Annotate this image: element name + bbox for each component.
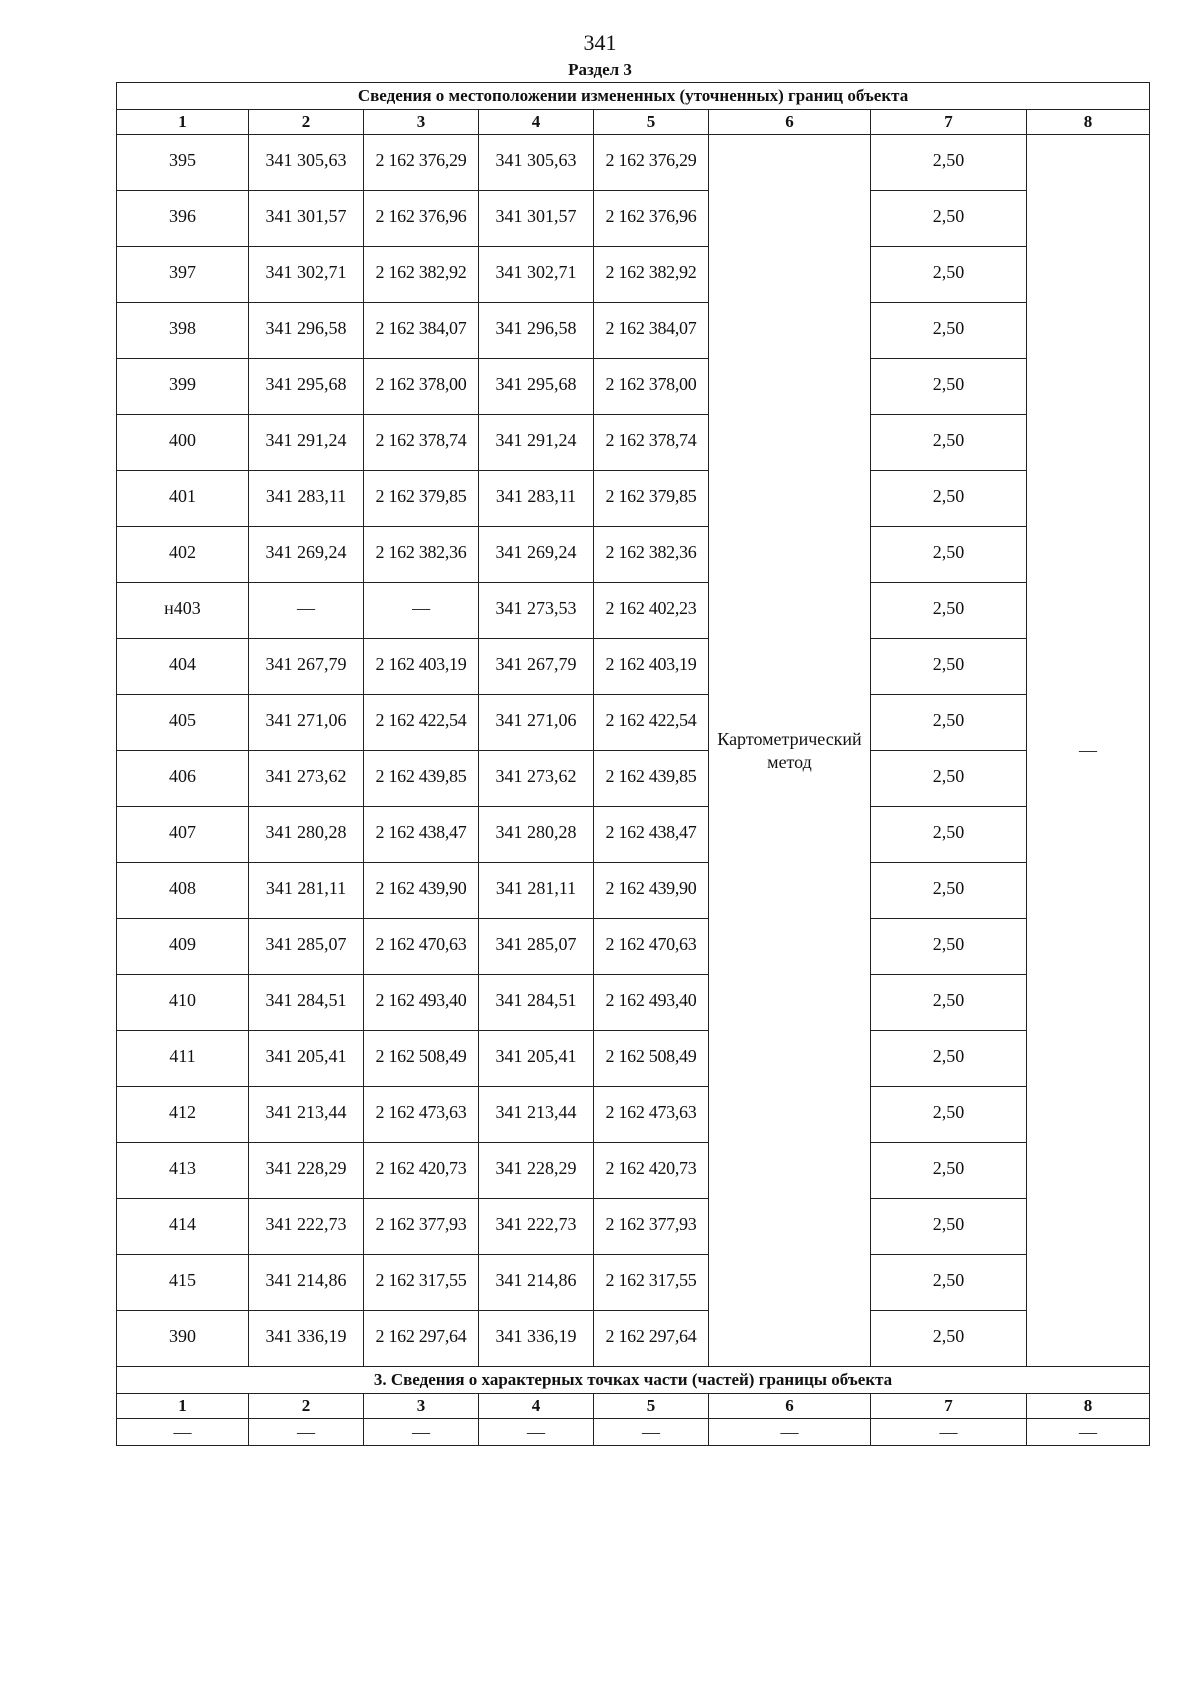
empty-dash-cell: —: [1027, 1419, 1150, 1446]
y-old-value: 2 162 438,47: [364, 807, 479, 863]
table-row: [117, 1031, 1150, 1087]
section-title: Раздел 3: [568, 60, 632, 79]
y-new-value: 2 162 439,90: [594, 863, 709, 919]
point-number: 415: [117, 1255, 249, 1311]
accuracy-value: 2,50: [871, 1031, 1027, 1087]
column-number: 6: [709, 1394, 871, 1419]
x-old-value: 341 285,07: [249, 919, 364, 975]
table-row: [117, 247, 1150, 303]
y-old-value: 2 162 473,63: [364, 1087, 479, 1143]
x-old-value: 341 271,06: [249, 695, 364, 751]
page-number: 341: [583, 30, 617, 55]
column-number: 3: [364, 1394, 479, 1419]
point-number: 402: [117, 527, 249, 583]
column-number: 3: [364, 110, 479, 135]
point-number: 414: [117, 1199, 249, 1255]
x-new-value: 341 273,62: [479, 751, 594, 807]
x-old-value: 341 228,29: [249, 1143, 364, 1199]
accuracy-value: 2,50: [871, 1311, 1027, 1367]
table-row: [117, 583, 1150, 639]
point-number: 395: [117, 135, 249, 191]
x-new-value: 341 214,86: [479, 1255, 594, 1311]
column-number: 1: [117, 110, 249, 135]
x-new-value: 341 284,51: [479, 975, 594, 1031]
x-new-value: 341 205,41: [479, 1031, 594, 1087]
y-new-value: 2 162 382,36: [594, 527, 709, 583]
column-number-row: [117, 110, 1150, 135]
y-new-value: 2 162 438,47: [594, 807, 709, 863]
accuracy-value: 2,50: [871, 807, 1027, 863]
point-number: 406: [117, 751, 249, 807]
point-number: 407: [117, 807, 249, 863]
table-caption: Сведения о местоположении измененных (уточненных) границ объекта: [117, 83, 1150, 110]
column-number: 8: [1027, 110, 1150, 135]
accuracy-value: 2,50: [871, 191, 1027, 247]
column-number: 4: [479, 110, 594, 135]
accuracy-value: 2,50: [871, 1143, 1027, 1199]
accuracy-value: 2,50: [871, 1255, 1027, 1311]
y-old-value: 2 162 377,93: [364, 1199, 479, 1255]
y-new-value: 2 162 508,49: [594, 1031, 709, 1087]
table-row: [117, 863, 1150, 919]
y-old-value: 2 162 403,19: [364, 639, 479, 695]
y-new-value: 2 162 420,73: [594, 1143, 709, 1199]
point-number: 408: [117, 863, 249, 919]
column-number: 8: [1027, 1394, 1150, 1419]
x-new-value: 341 269,24: [479, 527, 594, 583]
accuracy-value: 2,50: [871, 1087, 1027, 1143]
empty-dash-cell: —: [249, 1419, 364, 1446]
column-number: 7: [871, 1394, 1027, 1419]
point-number: 411: [117, 1031, 249, 1087]
accuracy-value: 2,50: [871, 919, 1027, 975]
x-old-value: 341 295,68: [249, 359, 364, 415]
accuracy-value: 2,50: [871, 1199, 1027, 1255]
accuracy-value: 2,50: [871, 863, 1027, 919]
empty-dash-cell: —: [709, 1419, 871, 1446]
y-old-value: 2 162 317,55: [364, 1255, 479, 1311]
point-number: 401: [117, 471, 249, 527]
x-old-value: 341 280,28: [249, 807, 364, 863]
point-number: н403: [117, 583, 249, 639]
x-old-value: 341 214,86: [249, 1255, 364, 1311]
subsection-caption: 3. Сведения о характерных точках части (частей) границы объекта: [117, 1367, 1150, 1394]
empty-dash-cell: —: [594, 1419, 709, 1446]
x-new-value: 341 291,24: [479, 415, 594, 471]
x-new-value: 341 213,44: [479, 1087, 594, 1143]
accuracy-value: 2,50: [871, 415, 1027, 471]
y-new-value: 2 162 384,07: [594, 303, 709, 359]
y-new-value: 2 162 439,85: [594, 751, 709, 807]
table-row: [117, 751, 1150, 807]
point-number: 410: [117, 975, 249, 1031]
accuracy-value: 2,50: [871, 135, 1027, 191]
y-old-value: 2 162 382,36: [364, 527, 479, 583]
y-old-value: 2 162 379,85: [364, 471, 479, 527]
accuracy-value: 2,50: [871, 639, 1027, 695]
accuracy-value: 2,50: [871, 583, 1027, 639]
x-old-value: 341 213,44: [249, 1087, 364, 1143]
x-old-value: 341 269,24: [249, 527, 364, 583]
x-new-value: 341 285,07: [479, 919, 594, 975]
x-old-value: 341 267,79: [249, 639, 364, 695]
empty-dash-cell: —: [479, 1419, 594, 1446]
y-new-value: 2 162 473,63: [594, 1087, 709, 1143]
y-old-value: 2 162 297,64: [364, 1311, 479, 1367]
accuracy-value: 2,50: [871, 975, 1027, 1031]
accuracy-value: 2,50: [871, 751, 1027, 807]
empty-dash-cell: —: [364, 1419, 479, 1446]
table-row: [117, 527, 1150, 583]
table-row: [117, 1311, 1150, 1367]
table-row: [117, 359, 1150, 415]
column-number: 2: [249, 110, 364, 135]
x-new-value: 341 336,19: [479, 1311, 594, 1367]
y-old-value: 2 162 378,00: [364, 359, 479, 415]
column-number: 4: [479, 1394, 594, 1419]
x-old-value: 341 305,63: [249, 135, 364, 191]
y-new-value: 2 162 382,92: [594, 247, 709, 303]
x-old-value: 341 336,19: [249, 1311, 364, 1367]
x-old-value: 341 205,41: [249, 1031, 364, 1087]
subsection-column-number-row: [117, 1394, 1150, 1419]
point-number: 413: [117, 1143, 249, 1199]
x-old-value: 341 283,11: [249, 471, 364, 527]
x-new-value: 341 305,63: [479, 135, 594, 191]
y-new-value: 2 162 378,74: [594, 415, 709, 471]
point-number: 412: [117, 1087, 249, 1143]
y-old-value: 2 162 470,63: [364, 919, 479, 975]
accuracy-value: 2,50: [871, 527, 1027, 583]
point-number: 400: [117, 415, 249, 471]
point-number: 404: [117, 639, 249, 695]
accuracy-value: 2,50: [871, 303, 1027, 359]
x-new-value: 341 280,28: [479, 807, 594, 863]
y-old-value: 2 162 376,96: [364, 191, 479, 247]
x-old-value: 341 281,11: [249, 863, 364, 919]
point-number: 409: [117, 919, 249, 975]
table-row: [117, 303, 1150, 359]
x-old-value: 341 302,71: [249, 247, 364, 303]
y-new-value: 2 162 470,63: [594, 919, 709, 975]
y-old-value: 2 162 422,54: [364, 695, 479, 751]
table-row: [117, 639, 1150, 695]
y-new-value: 2 162 379,85: [594, 471, 709, 527]
x-old-value: 341 301,57: [249, 191, 364, 247]
y-old-value: 2 162 376,29: [364, 135, 479, 191]
table-row: [117, 919, 1150, 975]
table-row: [117, 1199, 1150, 1255]
accuracy-value: 2,50: [871, 359, 1027, 415]
table-row: [117, 975, 1150, 1031]
column-number: 5: [594, 1394, 709, 1419]
x-new-value: 341 283,11: [479, 471, 594, 527]
table-row: [117, 191, 1150, 247]
table-row: [117, 1087, 1150, 1143]
col8-cell: —: [1027, 135, 1150, 1367]
x-new-value: 341 222,73: [479, 1199, 594, 1255]
point-number: 405: [117, 695, 249, 751]
table-row: [117, 415, 1150, 471]
table-row: [117, 135, 1150, 191]
y-old-value: 2 162 420,73: [364, 1143, 479, 1199]
y-old-value: 2 162 384,07: [364, 303, 479, 359]
x-old-value: 341 296,58: [249, 303, 364, 359]
x-new-value: 341 301,57: [479, 191, 594, 247]
x-new-value: 341 281,11: [479, 863, 594, 919]
boundary-coordinates-table: [116, 82, 1150, 1446]
x-old-value: 341 222,73: [249, 1199, 364, 1255]
column-number: 6: [709, 110, 871, 135]
y-new-value: 2 162 376,29: [594, 135, 709, 191]
table-row: [117, 1143, 1150, 1199]
y-old-value: 2 162 378,74: [364, 415, 479, 471]
x-new-value: 341 296,58: [479, 303, 594, 359]
y-new-value: 2 162 493,40: [594, 975, 709, 1031]
y-old-value: 2 162 439,85: [364, 751, 479, 807]
x-old-value: 341 273,62: [249, 751, 364, 807]
y-old-value: —: [364, 583, 479, 639]
y-new-value: 2 162 402,23: [594, 583, 709, 639]
subsection-row: [117, 1419, 1150, 1446]
y-old-value: 2 162 439,90: [364, 863, 479, 919]
table-row: [117, 1255, 1150, 1311]
x-new-value: 341 271,06: [479, 695, 594, 751]
column-number: 1: [117, 1394, 249, 1419]
x-new-value: 341 228,29: [479, 1143, 594, 1199]
table-row: [117, 471, 1150, 527]
point-number: 390: [117, 1311, 249, 1367]
y-new-value: 2 162 376,96: [594, 191, 709, 247]
accuracy-value: 2,50: [871, 471, 1027, 527]
x-old-value: 341 284,51: [249, 975, 364, 1031]
x-new-value: 341 273,53: [479, 583, 594, 639]
accuracy-value: 2,50: [871, 247, 1027, 303]
table-row: [117, 807, 1150, 863]
table-row: [117, 695, 1150, 751]
x-new-value: 341 267,79: [479, 639, 594, 695]
point-number: 398: [117, 303, 249, 359]
point-number: 396: [117, 191, 249, 247]
column-number: 7: [871, 110, 1027, 135]
y-new-value: 2 162 377,93: [594, 1199, 709, 1255]
x-old-value: —: [249, 583, 364, 639]
y-new-value: 2 162 403,19: [594, 639, 709, 695]
y-new-value: 2 162 297,64: [594, 1311, 709, 1367]
column-number: 2: [249, 1394, 364, 1419]
y-new-value: 2 162 317,55: [594, 1255, 709, 1311]
point-number: 397: [117, 247, 249, 303]
y-new-value: 2 162 378,00: [594, 359, 709, 415]
empty-dash-cell: —: [871, 1419, 1027, 1446]
column-number: 5: [594, 110, 709, 135]
method-cell: Картометрический метод: [709, 135, 871, 1367]
x-old-value: 341 291,24: [249, 415, 364, 471]
accuracy-value: 2,50: [871, 695, 1027, 751]
x-new-value: 341 302,71: [479, 247, 594, 303]
y-old-value: 2 162 493,40: [364, 975, 479, 1031]
x-new-value: 341 295,68: [479, 359, 594, 415]
empty-dash-cell: —: [117, 1419, 249, 1446]
y-new-value: 2 162 422,54: [594, 695, 709, 751]
point-number: 399: [117, 359, 249, 415]
y-old-value: 2 162 508,49: [364, 1031, 479, 1087]
y-old-value: 2 162 382,92: [364, 247, 479, 303]
